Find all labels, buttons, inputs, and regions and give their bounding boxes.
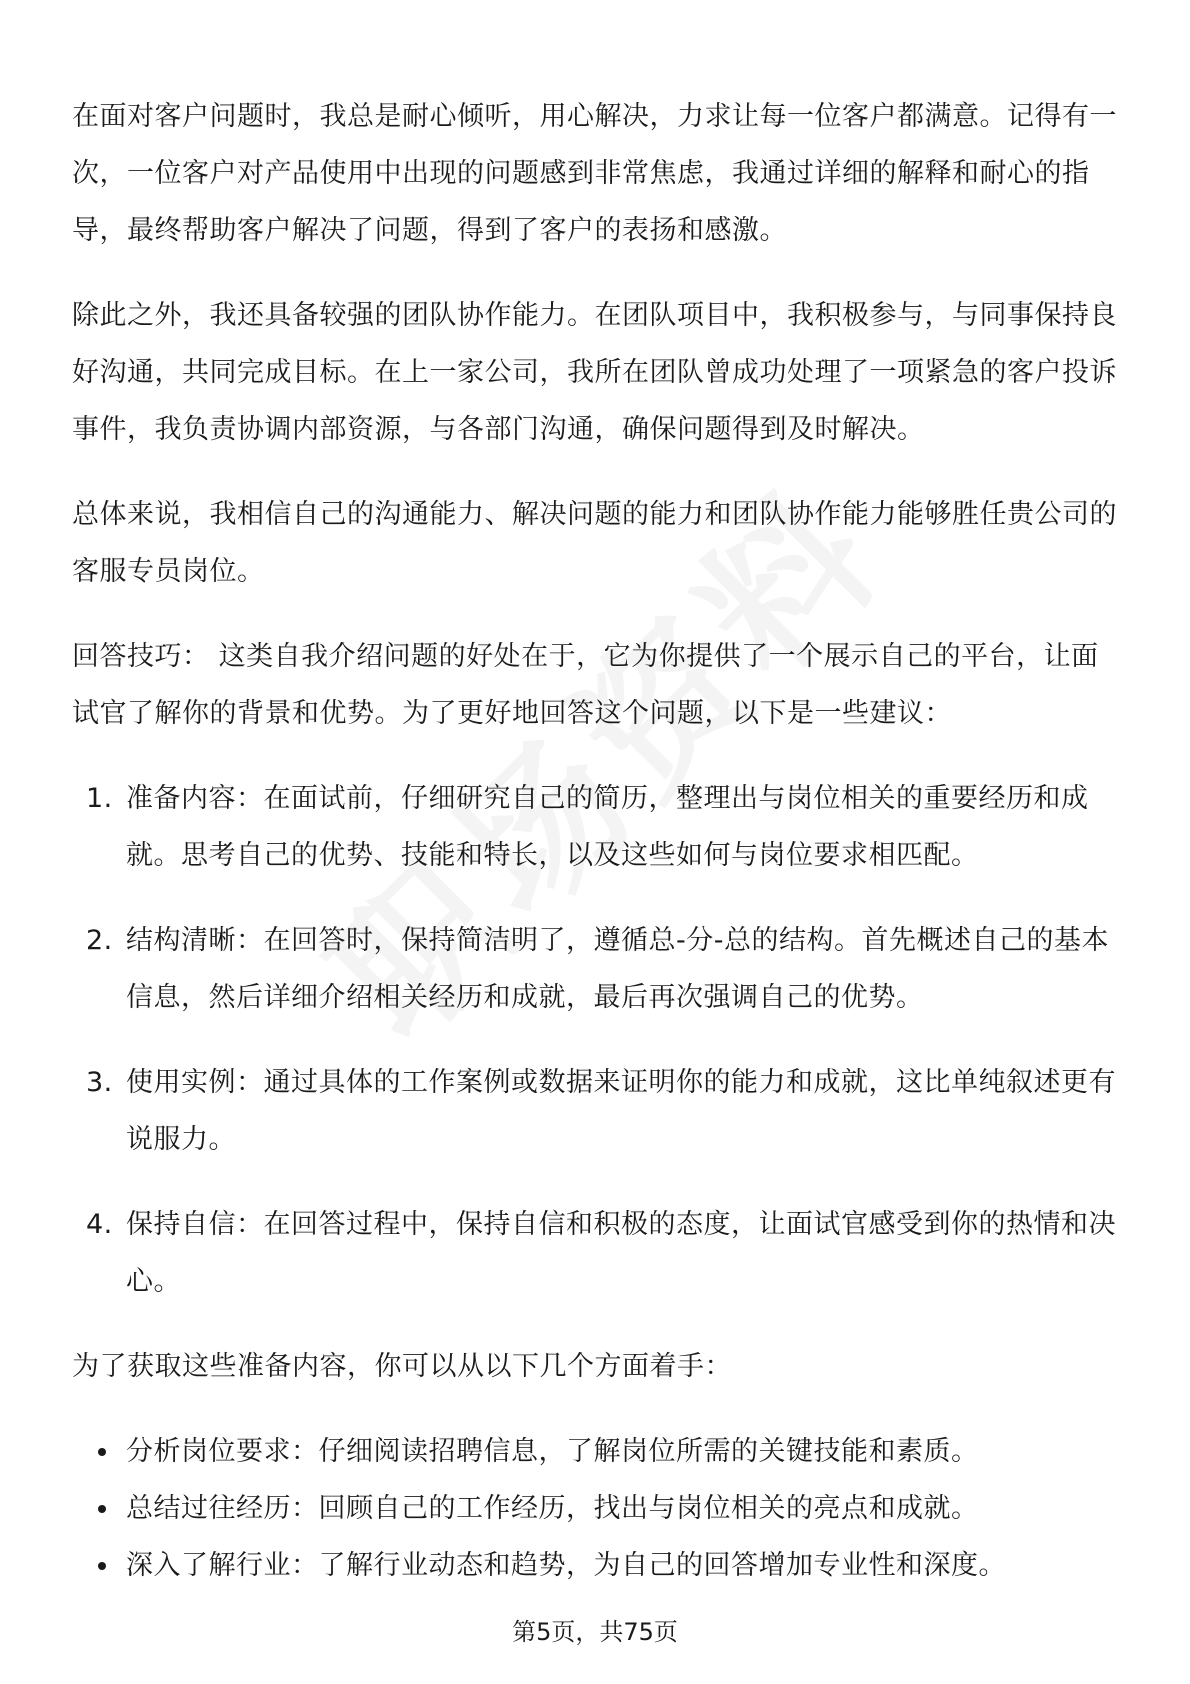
tip-item	[72, 1054, 1122, 1168]
tip-text: 保持自信：在回答过程中，保持自信和积极的态度，让面试官感受到你的热情和决心。	[126, 1209, 1116, 1297]
tips-list	[72, 770, 1122, 1310]
paragraph-summary: 总体来说，我相信自己的沟通能力、解决问题的能力和团队协作能力能够胜任贵公司的客服专员岗位。	[72, 499, 1117, 587]
tip-number: 3.	[86, 1067, 113, 1098]
tip-text: 结构清晰：在回答时，保持简洁明了，遵循总-分-总的结构。首先概述自己的基本信息，然后详细介绍相关经历和成就，最后再次强调自己的优势。	[126, 925, 1109, 1013]
paragraph-preparation-intro: 为了获取这些准备内容，你可以从以下几个方面着手：	[72, 1351, 732, 1382]
bullet-dot-icon	[98, 1505, 106, 1513]
tip-item	[72, 770, 1122, 884]
tip-text: 使用实例：通过具体的工作案例或数据来证明你的能力和成就，这比单纯叙述更有说服力。	[126, 1067, 1116, 1155]
paragraph-teamwork: 除此之外，我还具备较强的团队协作能力。在团队项目中，我积极参与，与同事保持良好沟通，共同完成目标。在上一家公司，我所在团队曾成功处理了一项紧急的客户投诉事件，我负责协调内部资源，与各部门沟通，确保问题得到及时解决。	[72, 300, 1117, 445]
tip-number: 2.	[86, 925, 113, 956]
tip-number: 1.	[86, 783, 113, 814]
bullet-dot-icon	[98, 1448, 106, 1456]
bullet-item	[72, 1423, 1122, 1480]
bullet-dot-icon	[98, 1562, 106, 1570]
paragraph-answer-tips: 回答技巧： 这类自我介绍问题的好处在于，它为你提供了一个展示自己的平台，让面试官了解你的背景和优势。为了更好地回答这个问题，以下是一些建议：	[72, 641, 1099, 729]
bullet-text: 分析岗位要求：仔细阅读招聘信息，了解岗位所需的关键技能和素质。	[126, 1436, 979, 1467]
tip-number: 4.	[86, 1209, 113, 1240]
tip-text: 准备内容：在面试前，仔细研究自己的简历，整理出与岗位相关的重要经历和成就。思考自己的优势、技能和特长，以及这些如何与岗位要求相匹配。	[126, 783, 1089, 871]
bullet-item	[72, 1537, 1122, 1594]
bullet-text: 深入了解行业：了解行业动态和趋势，为自己的回答增加专业性和深度。	[126, 1550, 1006, 1581]
document-body	[72, 88, 1122, 1594]
preparation-bullet-list	[72, 1423, 1122, 1594]
bullet-text: 总结过往经历：回顾自己的工作经历，找出与岗位相关的亮点和成就。	[126, 1493, 979, 1524]
page-number-footer: 第5页，共75页	[512, 1618, 678, 1646]
paragraph-customer-problems: 在面对客户问题时，我总是耐心倾听，用心解决，力求让每一位客户都满意。记得有一次，一位客户对产品使用中出现的问题感到非常焦虑，我通过详细的解释和耐心的指导，最终帮助客户解决了问题，得到了客户的表扬和感激。	[72, 101, 1117, 246]
bullet-item	[72, 1480, 1122, 1537]
tip-item	[72, 1196, 1122, 1310]
tip-item	[72, 912, 1122, 1026]
